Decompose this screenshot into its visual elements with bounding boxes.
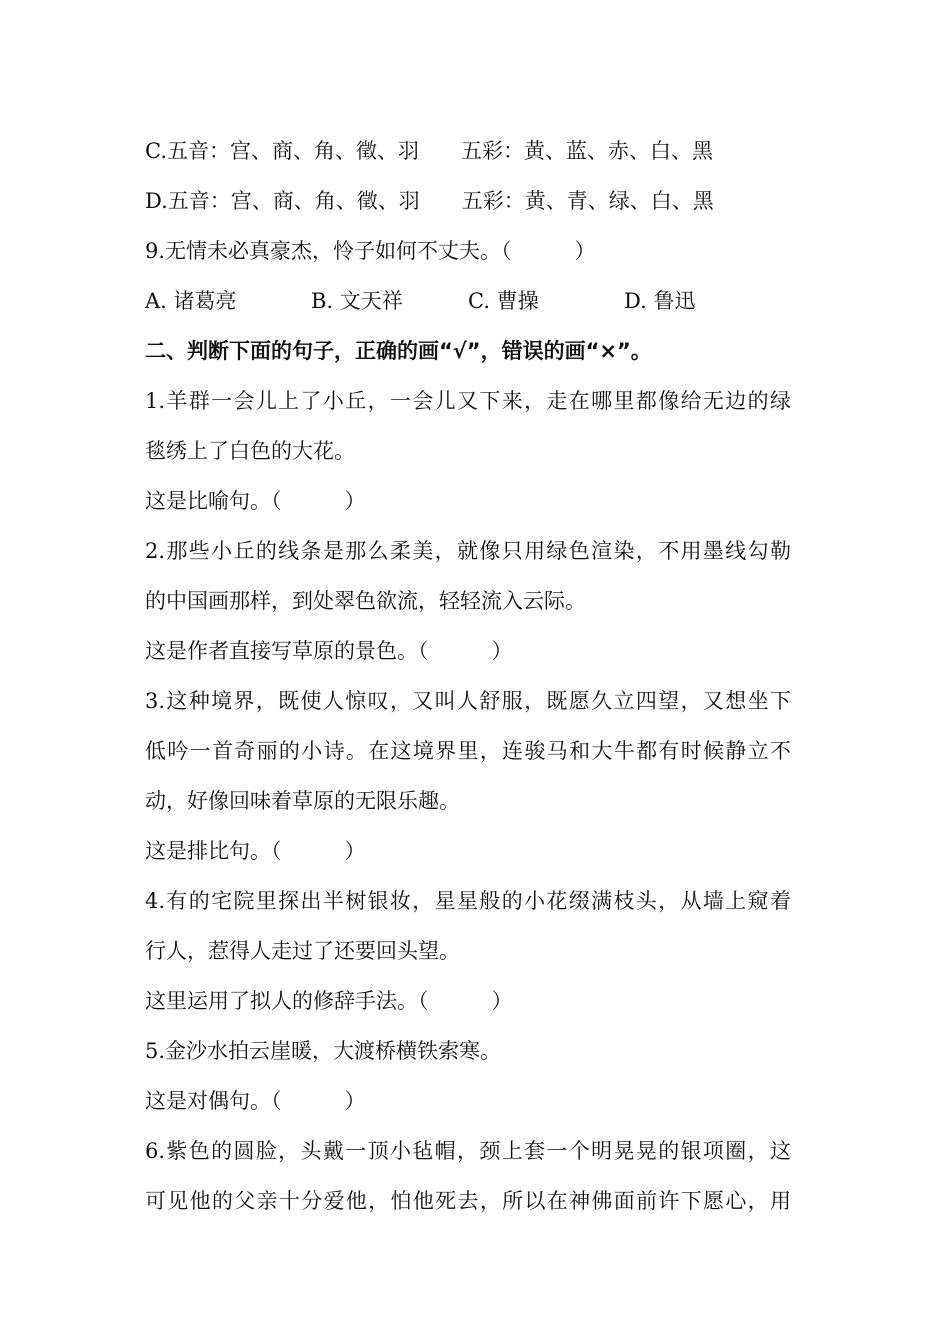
sentence-4-line-2: 行人，惹得人走过了还要回头望。	[145, 939, 460, 963]
option-b: B. 文天祥	[311, 289, 403, 313]
sentence-2-line-2: 的中国画那样，到处翠色欲流，轻轻流入云际。	[145, 589, 586, 613]
sentence-6-line-1: 6.紫色的圆脸，头戴一顶小毡帽，颈上套一个明晃晃的银项圈，这	[145, 1139, 791, 1163]
sentence-1-line-1: 1.羊群一会儿上了小丘，一会儿又下来，走在哪里都像给无边的绿	[145, 389, 791, 413]
sentence-5-line-1: 5.金沙水拍云崖暖，大渡桥横铁索寒。	[145, 1039, 502, 1063]
sentence-4-judgment: 这里运用了拟人的修辞手法。（ ）	[145, 989, 513, 1013]
option-c: C.五音：宫、商、角、徵、羽 五彩：黄、蓝、赤、白、黑	[145, 139, 713, 163]
sentence-6-line-2: 可见他的父亲十分爱他，怕他死去，所以在神佛面前许下愿心，用	[145, 1189, 791, 1213]
section-2-heading: 二、判断下面的句子，正确的画“√”，错误的画“×”。	[145, 339, 652, 363]
question-9: 9.无情未必真豪杰，怜子如何不丈夫。（ ）	[145, 239, 596, 263]
sentence-1-judgment: 这是比喻句。（ ）	[145, 489, 366, 513]
option-d: D.五音：宫、商、角、徵、羽 五彩：黄、青、绿、白、黑	[145, 189, 714, 213]
sentence-2-judgment: 这是作者直接写草原的景色。（ ）	[145, 639, 513, 663]
option-a: A. 诸葛亮	[145, 289, 237, 313]
sentence-3-line-1: 3.这种境界，既使人惊叹，又叫人舒服，既愿久立四望，又想坐下	[145, 689, 791, 713]
sentence-1-line-2: 毯绣上了白色的大花。	[145, 439, 355, 463]
sentence-5-judgment: 这是对偶句。（ ）	[145, 1089, 366, 1113]
option-d-person: D. 鲁迅	[624, 289, 696, 313]
sentence-2-line-1: 2.那些小丘的线条是那么柔美，就像只用绿色渲染，不用墨线勾勒	[145, 539, 791, 563]
option-c-person: C. 曹操	[468, 289, 539, 313]
sentence-3-judgment: 这是排比句。（ ）	[145, 839, 366, 863]
sentence-3-line-2: 低吟一首奇丽的小诗。在这境界里，连骏马和大牛都有时候静立不	[145, 739, 791, 763]
sentence-4-line-1: 4.有的宅院里探出半树银妆，星星般的小花缀满枝头，从墙上窥着	[145, 889, 791, 913]
sentence-3-line-3: 动，好像回味着草原的无限乐趣。	[145, 789, 460, 813]
